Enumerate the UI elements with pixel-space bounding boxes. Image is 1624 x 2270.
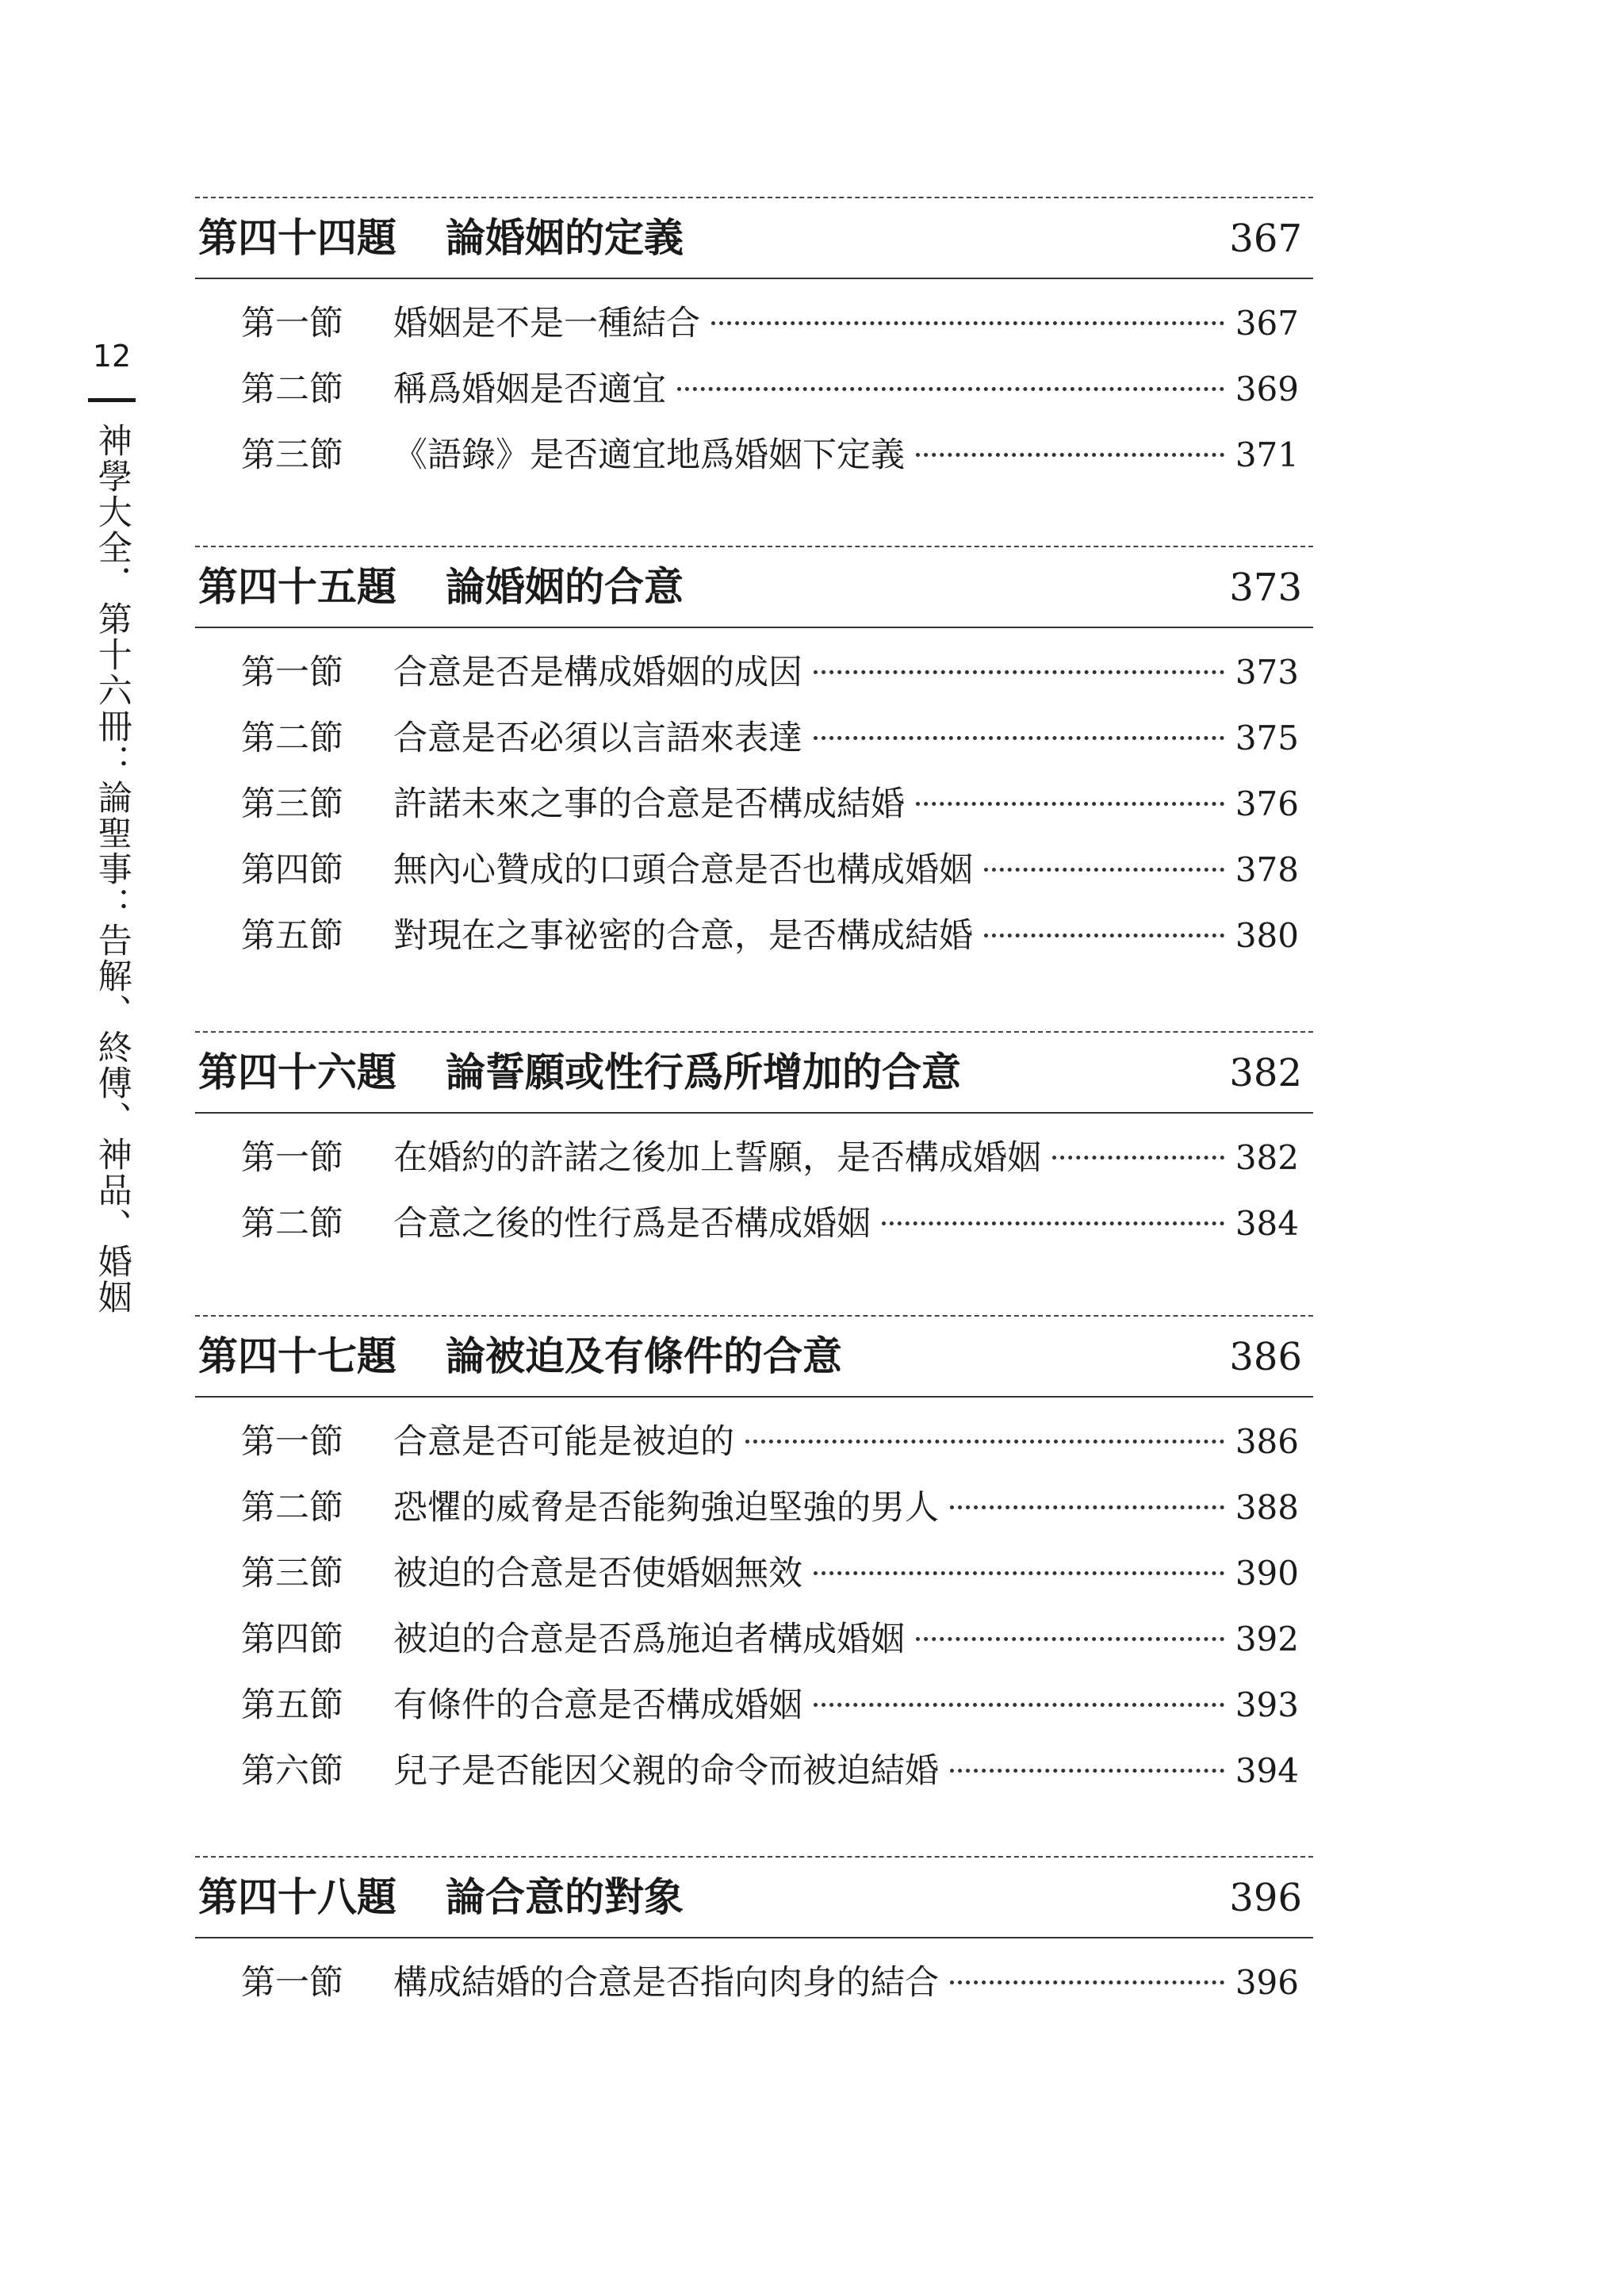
section-label: 第一節 xyxy=(241,304,343,343)
dot-leader xyxy=(882,1221,1224,1225)
section-title: 被迫的合意是否爲施迫者構成婚姻 xyxy=(393,1620,905,1659)
section-label: 第二節 xyxy=(241,719,343,758)
toc-entry[interactable] xyxy=(241,1409,1313,1474)
section-list xyxy=(195,1398,1313,1804)
section-page: 394 xyxy=(1235,1751,1299,1790)
section-title: 《語錄》是否適宜地爲婚姻下定義 xyxy=(393,435,905,475)
section-title: 合意是否必須以言語來表達 xyxy=(393,719,802,758)
toc-entry[interactable] xyxy=(241,1950,1313,2015)
section-page: 388 xyxy=(1235,1488,1299,1527)
question-label: 第四十四題 xyxy=(198,214,396,261)
toc-entry[interactable] xyxy=(241,771,1313,837)
section-page: 369 xyxy=(1235,370,1299,408)
section-page: 376 xyxy=(1235,784,1299,823)
dot-leader xyxy=(984,934,1224,938)
dot-leader xyxy=(916,453,1224,457)
dot-leader xyxy=(814,670,1224,674)
toc-entry[interactable] xyxy=(241,422,1313,488)
section-title: 對現在之事祕密的合意，是否構成結婚 xyxy=(393,916,973,956)
section-page: 380 xyxy=(1235,916,1299,955)
toc-entry[interactable] xyxy=(241,705,1313,771)
section-label: 第二節 xyxy=(241,370,343,409)
section-label: 第一節 xyxy=(241,653,343,692)
question-page: 373 xyxy=(1229,566,1302,610)
dot-leader xyxy=(984,868,1224,872)
section-list xyxy=(195,1938,1313,2015)
toc-entry[interactable] xyxy=(241,639,1313,705)
toc-question-45 xyxy=(195,546,1313,968)
toc-entry[interactable] xyxy=(241,1540,1313,1606)
dot-leader xyxy=(814,1703,1224,1707)
dot-leader xyxy=(1052,1156,1224,1160)
question-label: 第四十七題 xyxy=(198,1332,396,1379)
toc-entry[interactable] xyxy=(241,290,1313,356)
toc-entry[interactable] xyxy=(241,1672,1313,1738)
dot-leader xyxy=(916,802,1224,806)
section-page: 396 xyxy=(1235,1963,1299,2002)
question-page: 396 xyxy=(1229,1876,1302,1920)
section-label: 第三節 xyxy=(241,435,343,475)
section-title: 稱爲婚姻是否適宜 xyxy=(393,370,666,409)
dot-leader xyxy=(950,1769,1224,1773)
section-title: 有條件的合意是否構成婚姻 xyxy=(393,1685,802,1725)
section-label: 第四節 xyxy=(241,1620,343,1659)
section-label: 第四節 xyxy=(241,850,343,890)
section-label: 第一節 xyxy=(241,1963,343,2003)
dot-leader xyxy=(745,1440,1224,1444)
section-label: 第一節 xyxy=(241,1138,343,1178)
dot-leader xyxy=(916,1637,1224,1641)
section-label: 第一節 xyxy=(241,1422,343,1462)
page-number-rule xyxy=(88,398,136,402)
section-label: 第五節 xyxy=(241,916,343,956)
section-page: 373 xyxy=(1235,653,1299,692)
section-page: 386 xyxy=(1235,1422,1299,1461)
section-page: 392 xyxy=(1235,1620,1299,1658)
dot-leader xyxy=(950,1505,1224,1509)
section-page: 384 xyxy=(1235,1204,1299,1243)
side-running-head xyxy=(84,341,140,1315)
section-page: 375 xyxy=(1235,719,1299,757)
section-page: 382 xyxy=(1235,1138,1299,1177)
dot-leader xyxy=(950,1980,1224,1984)
section-title: 在婚約的許諾之後加上誓願，是否構成婚姻 xyxy=(393,1138,1041,1178)
dot-leader xyxy=(711,321,1224,325)
page-number: 12 xyxy=(92,339,132,374)
section-label: 第六節 xyxy=(241,1751,343,1791)
question-label: 第四十六題 xyxy=(198,1049,396,1095)
toc-entry[interactable] xyxy=(241,356,1313,422)
toc-entry[interactable] xyxy=(241,903,1313,968)
section-title: 無內心贊成的口頭合意是否也構成婚姻 xyxy=(393,850,973,890)
question-title: 論合意的對象 xyxy=(446,1873,684,1920)
section-page: 371 xyxy=(1235,435,1299,474)
section-label: 第二節 xyxy=(241,1488,343,1528)
dot-leader xyxy=(814,1571,1224,1575)
question-page: 386 xyxy=(1229,1335,1302,1379)
section-list xyxy=(195,628,1313,968)
question-title: 論婚姻的合意 xyxy=(446,563,684,610)
section-title: 合意是否可能是被迫的 xyxy=(393,1422,734,1462)
section-page: 390 xyxy=(1235,1554,1299,1593)
running-head-title: 神學大全．第十六冊：論聖事：告解、終傅、神品、婚姻 xyxy=(92,423,132,1315)
question-heading[interactable] xyxy=(195,1033,1313,1112)
question-heading[interactable] xyxy=(195,1317,1313,1396)
toc-question-47 xyxy=(195,1315,1313,1804)
toc-entry[interactable] xyxy=(241,1125,1313,1191)
question-page: 382 xyxy=(1229,1051,1302,1095)
section-title: 被迫的合意是否使婚姻無效 xyxy=(393,1554,802,1593)
section-title: 合意之後的性行爲是否構成婚姻 xyxy=(393,1204,871,1244)
toc-entry[interactable] xyxy=(241,837,1313,903)
section-title: 合意是否是構成婚姻的成因 xyxy=(393,653,802,692)
section-label: 第三節 xyxy=(241,784,343,824)
section-page: 378 xyxy=(1235,850,1299,889)
question-title: 論婚姻的定義 xyxy=(446,214,684,261)
question-page: 367 xyxy=(1229,217,1302,261)
question-label: 第四十五題 xyxy=(198,563,396,610)
section-label: 第三節 xyxy=(241,1554,343,1593)
toc-question-44 xyxy=(195,197,1313,488)
toc-entry[interactable] xyxy=(241,1191,1313,1256)
toc-entry[interactable] xyxy=(241,1474,1313,1540)
question-label: 第四十八題 xyxy=(198,1873,396,1920)
section-title: 構成結婚的合意是否指向肉身的結合 xyxy=(393,1963,939,2003)
section-label: 第二節 xyxy=(241,1204,343,1244)
section-list xyxy=(195,279,1313,488)
toc-question-48 xyxy=(195,1856,1313,2015)
section-title: 婚姻是不是一種結合 xyxy=(393,304,700,343)
dot-leader xyxy=(814,736,1224,740)
question-heading[interactable] xyxy=(195,198,1313,278)
section-page: 367 xyxy=(1235,304,1299,343)
toc-entry[interactable] xyxy=(241,1606,1313,1672)
dot-leader xyxy=(677,387,1224,391)
section-title: 兒子是否能因父親的命令而被迫結婚 xyxy=(393,1751,939,1791)
section-list xyxy=(195,1114,1313,1256)
toc-entry[interactable] xyxy=(241,1738,1313,1804)
section-page: 393 xyxy=(1235,1685,1299,1724)
section-title: 許諾未來之事的合意是否構成結婚 xyxy=(393,784,905,824)
toc-question-46 xyxy=(195,1031,1313,1256)
question-heading[interactable] xyxy=(195,547,1313,627)
section-label: 第五節 xyxy=(241,1685,343,1725)
question-title: 論誓願或性行爲所增加的合意 xyxy=(446,1049,961,1095)
question-title: 論被迫及有條件的合意 xyxy=(446,1332,842,1379)
section-title: 恐懼的威脅是否能夠強迫堅強的男人 xyxy=(393,1488,939,1528)
question-heading[interactable] xyxy=(195,1858,1313,1937)
